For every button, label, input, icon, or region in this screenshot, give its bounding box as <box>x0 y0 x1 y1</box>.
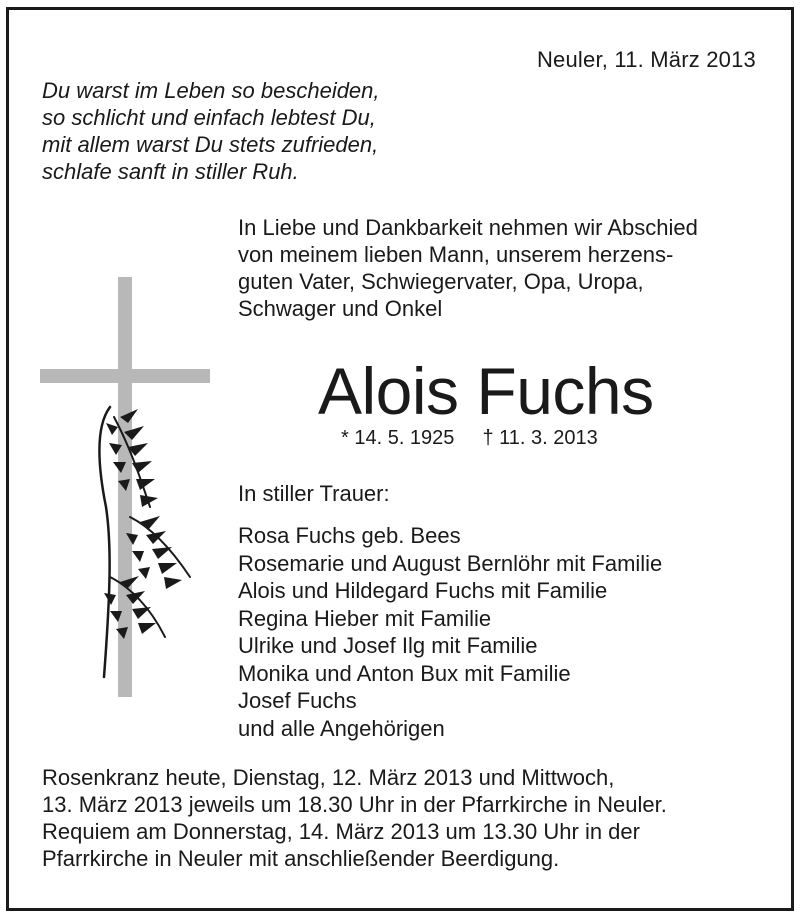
intro-line: In Liebe und Dankbarkeit nehmen wir Abschied <box>238 215 698 240</box>
service-line: Rosenkranz heute, Dienstag, 12. März 2013 und Mittwoch, <box>42 765 615 790</box>
mourner-entry: und alle Angehörigen <box>238 715 445 741</box>
mourner-entry: Monika und Anton Bux mit Familie <box>238 660 571 686</box>
birth-date: * 14. 5. 1925 <box>341 427 455 449</box>
mourning-label: In stiller Trauer: <box>238 481 390 506</box>
intro-line: guten Vater, Schwiegervater, Opa, Uropa, <box>238 269 644 294</box>
mourner-entry: Regina Hieber mit Familie <box>238 605 492 631</box>
mourners-list <box>238 522 662 742</box>
poem-line: mit allem warst Du stets zufrieden, <box>42 132 379 157</box>
poem <box>42 77 380 185</box>
death-date: † 11. 3. 2013 <box>482 427 598 449</box>
service-line: 13. März 2013 jeweils um 18.30 Uhr in der Pfarrkirche in Neuler. <box>42 792 667 817</box>
service-line: Pfarrkirche in Neuler mit anschließender Beerdigung. <box>42 846 560 871</box>
intro-line: von meinem lieben Mann, unserem herzens- <box>238 242 674 267</box>
service-details <box>42 764 667 872</box>
service-line: Requiem am Donnerstag, 14. März 2013 um 13.30 Uhr in der <box>42 819 640 844</box>
intro-text <box>238 214 698 322</box>
mourner-entry: Rosa Fuchs geb. Bees <box>238 523 461 548</box>
mourner-entry: Alois und Hildegard Fuchs mit Familie <box>238 578 608 603</box>
poem-line: schlafe sanft in stiller Ruh. <box>42 159 299 184</box>
intro-line: Schwager und Onkel <box>238 296 443 321</box>
mourner-entry: Rosemarie und August Bernlöhr mit Familie <box>238 550 663 576</box>
deceased-name: Alois Fuchs <box>318 354 654 428</box>
cross-with-wheat-icon <box>40 277 212 697</box>
mourner-entry: Ulrike und Josef Ilg mit Familie <box>238 633 538 658</box>
place-date: Neuler, 11. März 2013 <box>536 47 756 72</box>
life-dates <box>341 427 598 450</box>
poem-line: Du warst im Leben so bescheiden, <box>42 78 380 103</box>
poem-line: so schlicht und einfach lebtest Du, <box>42 105 376 130</box>
mourner-entry: Josef Fuchs <box>238 688 357 713</box>
